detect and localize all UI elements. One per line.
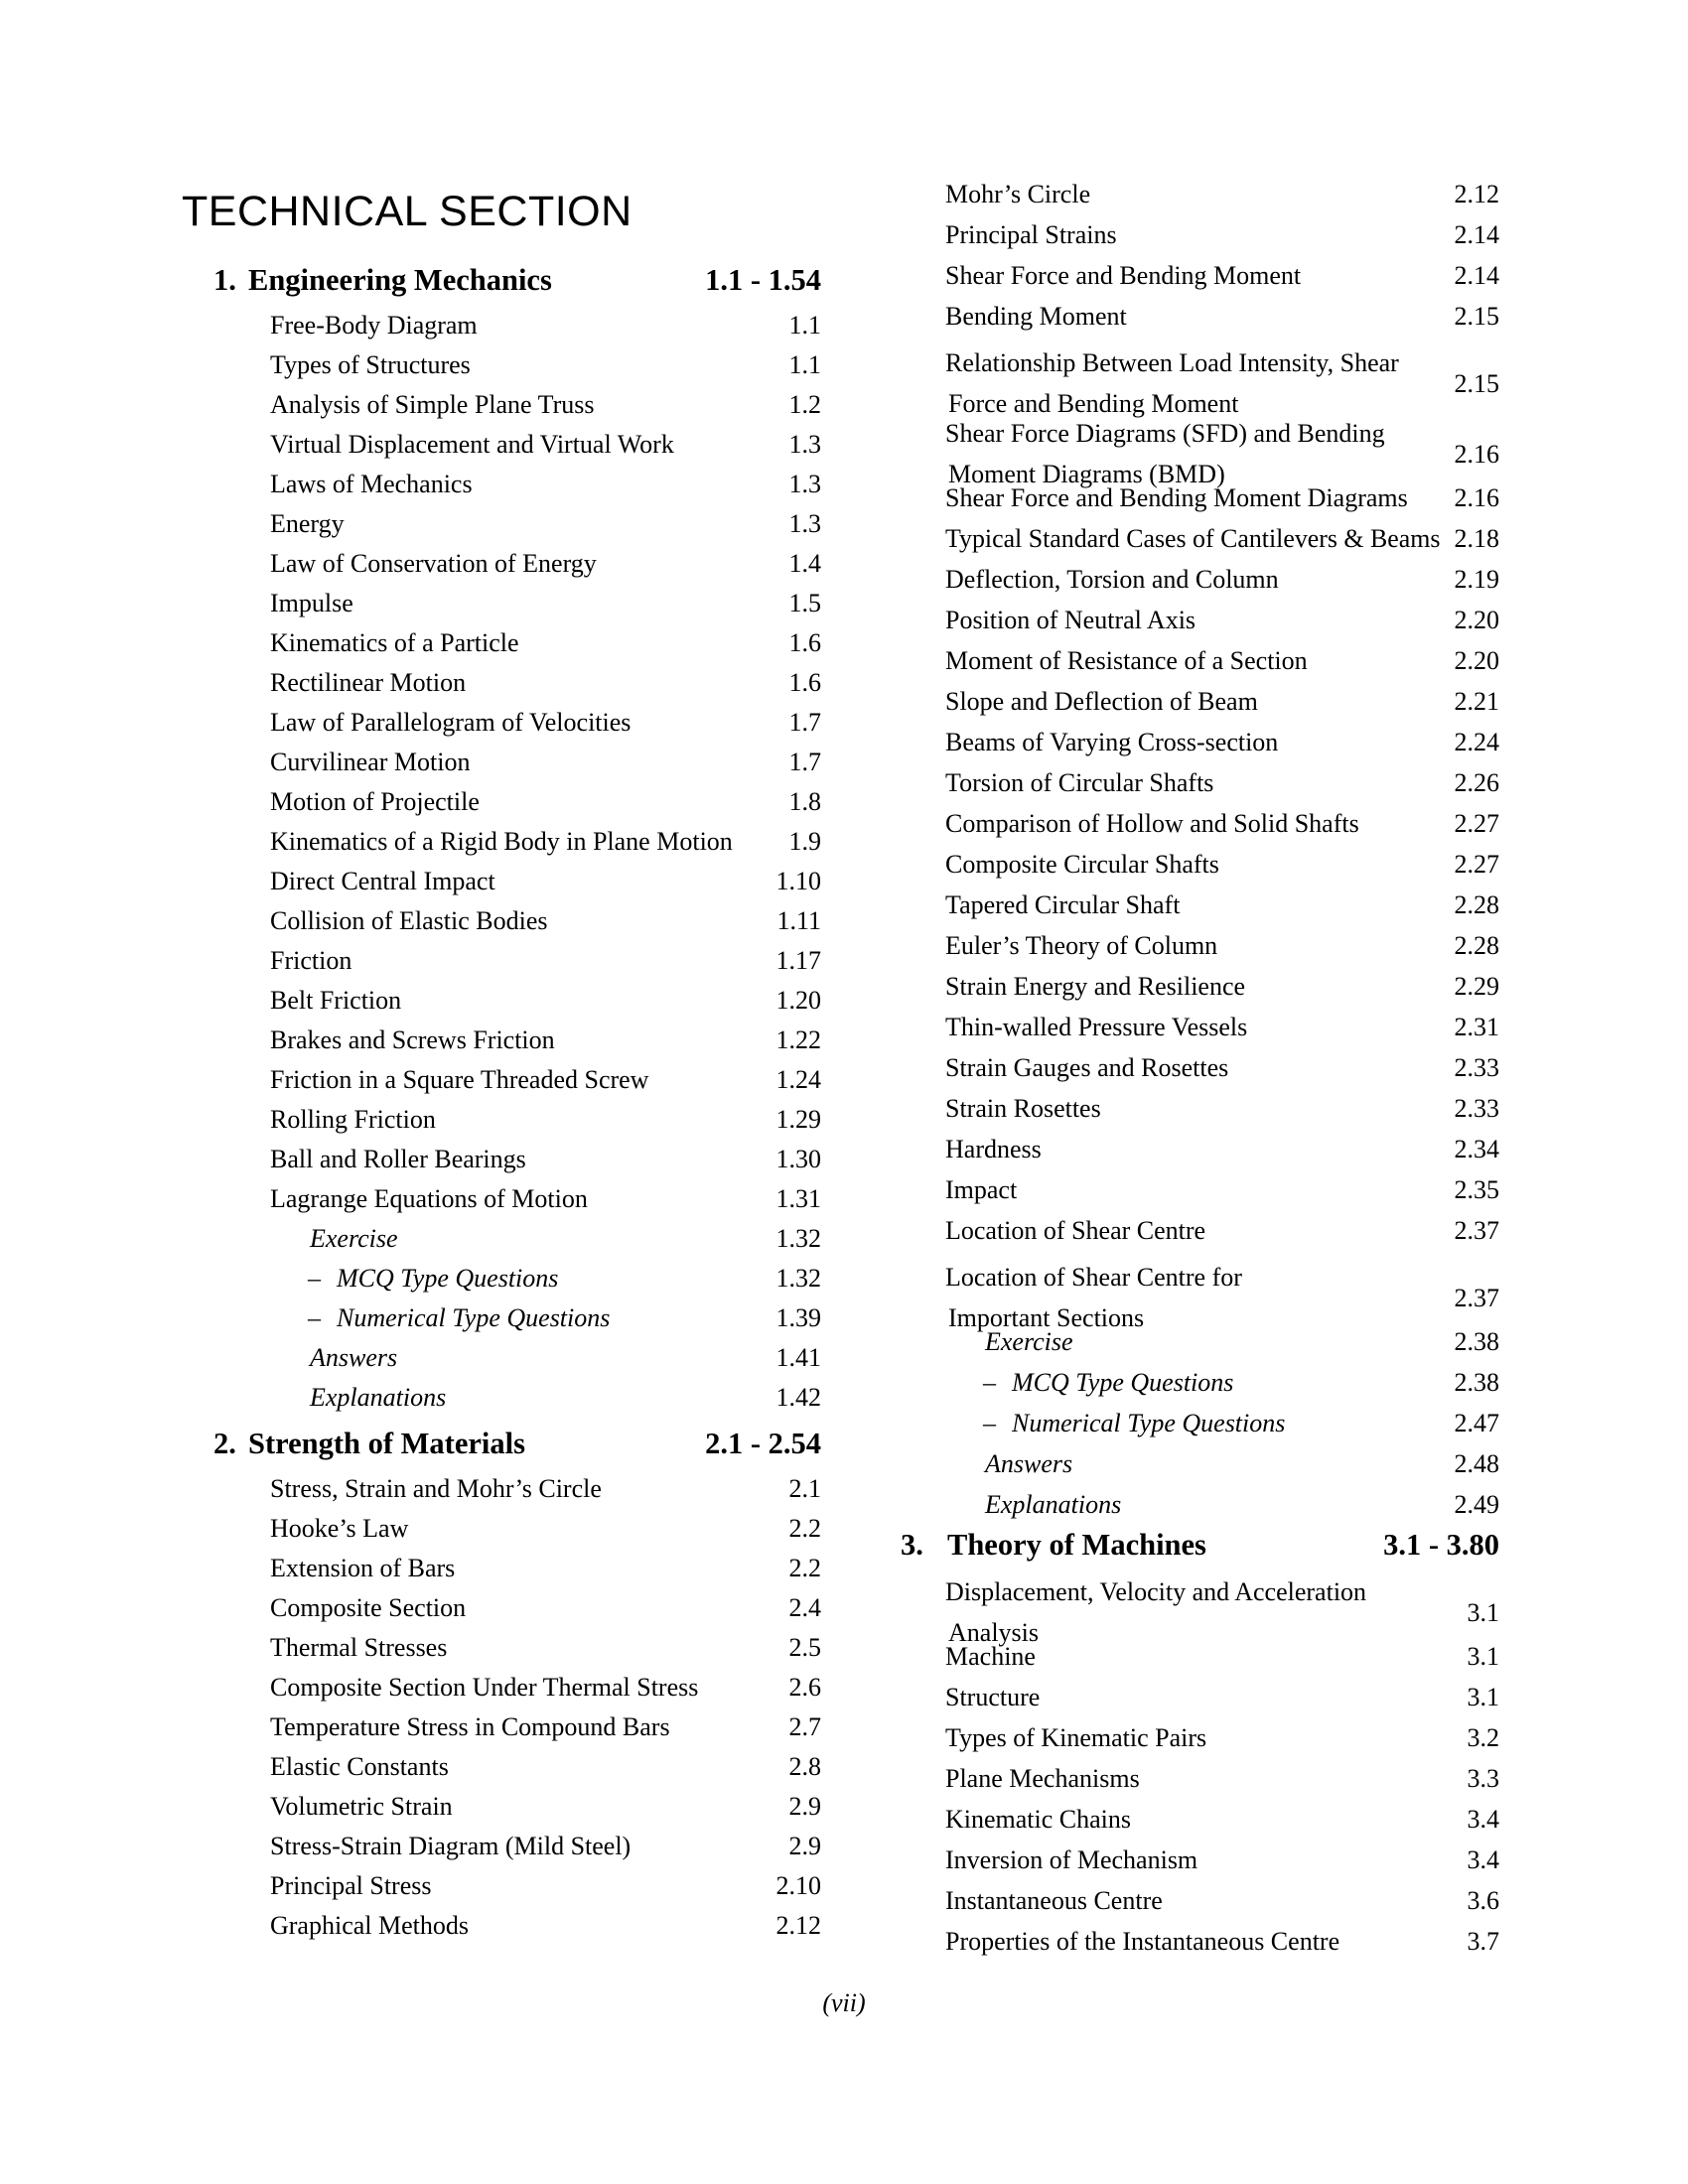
entry-title: Instantaneous Centre bbox=[945, 1886, 1163, 1915]
toc-entry bbox=[270, 941, 821, 981]
toc-entry bbox=[945, 803, 1499, 844]
entry-title-line1: Displacement, Velocity and Acceleration bbox=[945, 1577, 1367, 1606]
entry-title: Energy bbox=[270, 509, 345, 538]
entry-title: Explanations bbox=[310, 1383, 447, 1412]
toc-entry bbox=[270, 504, 821, 544]
toc-entry bbox=[945, 762, 1499, 803]
toc-entry bbox=[945, 1403, 1499, 1443]
entry-title: Torsion of Circular Shafts bbox=[945, 768, 1214, 797]
entry-page-number: 2.12 bbox=[775, 1911, 821, 1940]
entry-title: Collision of Elastic Bodies bbox=[270, 906, 548, 935]
entry-page-number: 2.14 bbox=[1454, 261, 1499, 290]
entry-page-number: 2.14 bbox=[1454, 220, 1499, 249]
entry-page-number: 3.2 bbox=[1467, 1723, 1499, 1752]
entry-title: Elastic Constants bbox=[270, 1752, 449, 1781]
entry-title: MCQ Type Questions bbox=[1012, 1368, 1234, 1397]
entry-page-number: 1.3 bbox=[788, 509, 821, 538]
entry-title-line2: Analysis bbox=[948, 1618, 1039, 1647]
entry-title: MCQ Type Questions bbox=[337, 1264, 559, 1293]
entry-title: Types of Kinematic Pairs bbox=[945, 1723, 1207, 1752]
entry-page-number: 3.6 bbox=[1467, 1886, 1499, 1915]
entry-page-number: 2.9 bbox=[788, 1792, 821, 1821]
toc-entry bbox=[945, 1443, 1499, 1484]
toc-entry bbox=[945, 296, 1499, 337]
entry-page-number: 2.18 bbox=[1454, 524, 1499, 553]
toc-entry bbox=[270, 743, 821, 782]
entry-page-number: 2.38 bbox=[1454, 1327, 1499, 1356]
toc-entry bbox=[270, 1469, 821, 1509]
toc-entry bbox=[270, 1866, 821, 1906]
entry-page-number: 2.27 bbox=[1454, 809, 1499, 838]
dash-marker: – bbox=[308, 1264, 321, 1293]
entry-page-number: 1.3 bbox=[788, 430, 821, 459]
entry-page-number: 2.38 bbox=[1454, 1368, 1499, 1397]
toc-entry bbox=[270, 1100, 821, 1140]
entry-page-number: 2.29 bbox=[1454, 972, 1499, 1001]
entry-title: Comparison of Hollow and Solid Shafts bbox=[945, 809, 1359, 838]
toc-column-right bbox=[901, 174, 1499, 1962]
entry-page-number: 2.27 bbox=[1454, 850, 1499, 879]
entry-title: Motion of Projectile bbox=[270, 787, 480, 816]
toc-entry bbox=[945, 214, 1499, 255]
entry-page-number: 3.7 bbox=[1467, 1927, 1499, 1956]
toc-entry bbox=[945, 966, 1499, 1007]
entry-page-number: 2.5 bbox=[788, 1633, 821, 1662]
entry-title-line1: Relationship Between Load Intensity, Shear bbox=[945, 348, 1399, 377]
toc-entry bbox=[945, 1210, 1499, 1251]
entry-page-number: 2.34 bbox=[1454, 1135, 1499, 1163]
toc-entry bbox=[945, 1007, 1499, 1047]
toc-entry bbox=[945, 1921, 1499, 1962]
toc-entry bbox=[270, 306, 821, 345]
toc-entry bbox=[270, 425, 821, 465]
entry-title: Law of Parallelogram of Velocities bbox=[270, 708, 632, 737]
entry-title: Friction bbox=[270, 946, 352, 975]
entry-title: Principal Stress bbox=[270, 1871, 432, 1900]
entry-page-number: 3.4 bbox=[1467, 1805, 1499, 1834]
entry-title: Volumetric Strain bbox=[270, 1792, 453, 1821]
toc-entry bbox=[945, 1636, 1499, 1677]
entry-title: Answers bbox=[985, 1449, 1073, 1478]
entry-page-number: 1.39 bbox=[775, 1303, 821, 1332]
entry-page-number: 3.1 bbox=[1467, 1642, 1499, 1671]
entry-title: Explanations bbox=[985, 1490, 1122, 1519]
entry-title: Direct Central Impact bbox=[270, 867, 495, 895]
section-title: Theory of Machines bbox=[947, 1528, 1206, 1562]
entry-page-number: 2.12 bbox=[1454, 180, 1499, 208]
toc-entry bbox=[270, 1378, 821, 1418]
toc-entry bbox=[945, 1677, 1499, 1717]
entry-page-number: 2.28 bbox=[1454, 931, 1499, 960]
entry-title: Strain Rosettes bbox=[945, 1094, 1101, 1123]
toc-entry bbox=[270, 465, 821, 504]
entry-title: Curvilinear Motion bbox=[270, 748, 471, 776]
entry-title: Composite Section Under Thermal Stress bbox=[270, 1673, 699, 1702]
entry-title: Composite Circular Shafts bbox=[945, 850, 1219, 879]
entry-page-number: 3.3 bbox=[1467, 1764, 1499, 1793]
page-footer: (vii) bbox=[822, 1988, 866, 2017]
entry-title: Typical Standard Cases of Cantilevers & Beams bbox=[945, 524, 1441, 553]
entry-title: Tapered Circular Shaft bbox=[945, 890, 1181, 919]
entry-title: Bending Moment bbox=[945, 302, 1127, 331]
entry-title: Rolling Friction bbox=[270, 1105, 436, 1134]
entry-title: Mohr’s Circle bbox=[945, 180, 1091, 208]
entry-title: Virtual Displacement and Virtual Work bbox=[270, 430, 674, 459]
entry-title: Thermal Stresses bbox=[270, 1633, 448, 1662]
entry-page-number: 2.28 bbox=[1454, 890, 1499, 919]
toc-entry bbox=[270, 1747, 821, 1787]
entry-title: Properties of the Instantaneous Centre bbox=[945, 1927, 1340, 1956]
toc-entry bbox=[945, 722, 1499, 762]
entry-title: Kinematic Chains bbox=[945, 1805, 1132, 1834]
entry-page-number: 2.37 bbox=[1454, 1284, 1499, 1312]
toc-entry bbox=[270, 1021, 821, 1060]
entry-title: Extension of Bars bbox=[270, 1554, 456, 1582]
section-page-range: 3.1 - 3.80 bbox=[1383, 1528, 1499, 1562]
toc-entry bbox=[945, 844, 1499, 885]
toc-entry bbox=[270, 1338, 821, 1378]
entry-page-number: 1.11 bbox=[776, 906, 821, 935]
entry-page-number: 2.24 bbox=[1454, 728, 1499, 756]
toc-entry bbox=[270, 703, 821, 743]
entry-page-number: 3.4 bbox=[1467, 1845, 1499, 1874]
entry-page-number: 2.16 bbox=[1454, 483, 1499, 512]
entry-title: Lagrange Equations of Motion bbox=[270, 1184, 588, 1213]
entry-title: Laws of Mechanics bbox=[270, 470, 473, 498]
entry-title: Location of Shear Centre bbox=[945, 1216, 1206, 1245]
entry-title: Plane Mechanisms bbox=[945, 1764, 1140, 1793]
entry-page-number: 2.2 bbox=[788, 1514, 821, 1543]
entry-title: Position of Neutral Axis bbox=[945, 606, 1196, 634]
entry-page-number: 1.42 bbox=[775, 1383, 821, 1412]
toc-entry bbox=[945, 1566, 1499, 1647]
toc-entry bbox=[945, 1717, 1499, 1758]
entry-title: Belt Friction bbox=[270, 986, 402, 1015]
entry-title: Ball and Roller Bearings bbox=[270, 1145, 526, 1173]
entry-page-number: 1.31 bbox=[775, 1184, 821, 1213]
entry-page-number: 2.35 bbox=[1454, 1175, 1499, 1204]
entry-page-number: 1.32 bbox=[775, 1264, 821, 1293]
toc-entry bbox=[270, 584, 821, 623]
toc-entry bbox=[945, 1251, 1499, 1332]
entry-page-number: 1.24 bbox=[775, 1065, 821, 1094]
dash-marker: – bbox=[983, 1368, 996, 1397]
entry-page-number: 1.32 bbox=[775, 1224, 821, 1253]
entry-page-number: 2.33 bbox=[1454, 1053, 1499, 1082]
entry-page-number: 1.29 bbox=[775, 1105, 821, 1134]
entry-title: Slope and Deflection of Beam bbox=[945, 687, 1258, 716]
toc-entry bbox=[270, 1707, 821, 1747]
entry-page-number: 2.21 bbox=[1454, 687, 1499, 716]
toc-entry bbox=[270, 1906, 821, 1946]
entry-page-number: 2.48 bbox=[1454, 1449, 1499, 1478]
entry-page-number: 3.1 bbox=[1467, 1598, 1499, 1627]
toc-entry bbox=[270, 1140, 821, 1179]
entry-title: Numerical Type Questions bbox=[1012, 1409, 1286, 1437]
entry-page-number: 2.26 bbox=[1454, 768, 1499, 797]
entry-page-number: 2.20 bbox=[1454, 606, 1499, 634]
entry-title-line2: Force and Bending Moment bbox=[948, 389, 1239, 418]
toc-entry bbox=[270, 345, 821, 385]
toc-entry bbox=[945, 1362, 1499, 1403]
toc-entry bbox=[945, 1047, 1499, 1088]
toc-entry bbox=[945, 1880, 1499, 1921]
entry-title: Structure bbox=[945, 1683, 1041, 1711]
entry-title: Brakes and Screws Friction bbox=[270, 1025, 555, 1054]
section-title: Strength of Materials bbox=[248, 1427, 525, 1460]
entry-page-number: 2.47 bbox=[1454, 1409, 1499, 1437]
entry-title: Moment of Resistance of a Section bbox=[945, 646, 1308, 675]
toc-entry bbox=[945, 1758, 1499, 1799]
toc-entry bbox=[945, 1840, 1499, 1880]
toc-entry bbox=[945, 1169, 1499, 1210]
entry-title: Impact bbox=[945, 1175, 1018, 1204]
toc-entry bbox=[270, 1259, 821, 1298]
section-page-range: 2.1 - 2.54 bbox=[705, 1427, 821, 1460]
entry-title: Inversion of Mechanism bbox=[945, 1845, 1198, 1874]
entry-title: Thin-walled Pressure Vessels bbox=[945, 1013, 1248, 1041]
toc-entry bbox=[270, 385, 821, 425]
toc-entry bbox=[270, 1060, 821, 1100]
entry-page-number: 1.20 bbox=[775, 986, 821, 1015]
entry-title: Principal Strains bbox=[945, 220, 1117, 249]
entry-title: Law of Conservation of Energy bbox=[270, 549, 597, 578]
toc-entry bbox=[945, 1321, 1499, 1362]
entry-page-number: 1.7 bbox=[788, 708, 821, 737]
dash-marker: – bbox=[983, 1409, 996, 1437]
entry-page-number: 2.49 bbox=[1454, 1490, 1499, 1519]
entry-title: Rectilinear Motion bbox=[270, 668, 467, 697]
toc-entry bbox=[945, 174, 1499, 214]
toc-entry bbox=[270, 1549, 821, 1588]
toc-entry bbox=[945, 600, 1499, 640]
entry-page-number: 2.16 bbox=[1454, 440, 1499, 469]
toc-entry bbox=[945, 885, 1499, 925]
toc-section-heading bbox=[901, 1525, 1499, 1566]
toc-entry bbox=[945, 925, 1499, 966]
toc-entry bbox=[945, 640, 1499, 681]
dash-marker: – bbox=[308, 1303, 321, 1332]
entry-page-number: 2.8 bbox=[788, 1752, 821, 1781]
entry-title: Stress-Strain Diagram (Mild Steel) bbox=[270, 1832, 632, 1860]
toc-entry bbox=[270, 663, 821, 703]
toc-entry bbox=[945, 478, 1499, 518]
toc-entry bbox=[270, 1628, 821, 1668]
entry-title-line1: Shear Force Diagrams (SFD) and Bending bbox=[945, 419, 1385, 448]
entry-title: Exercise bbox=[985, 1327, 1073, 1356]
toc-entry bbox=[270, 544, 821, 584]
entry-page-number: 1.41 bbox=[775, 1343, 821, 1372]
entry-page-number: 1.30 bbox=[775, 1145, 821, 1173]
entry-page-number: 2.2 bbox=[788, 1554, 821, 1582]
toc-entry bbox=[945, 1484, 1499, 1525]
entry-page-number: 1.8 bbox=[788, 787, 821, 816]
entry-page-number: 1.1 bbox=[788, 350, 821, 379]
entry-page-number: 1.17 bbox=[775, 946, 821, 975]
entry-page-number: 2.6 bbox=[788, 1673, 821, 1702]
toc-entry bbox=[945, 681, 1499, 722]
entry-title: Answers bbox=[310, 1343, 398, 1372]
entry-page-number: 2.20 bbox=[1454, 646, 1499, 675]
entry-title: Graphical Methods bbox=[270, 1911, 470, 1940]
entry-title: Numerical Type Questions bbox=[337, 1303, 611, 1332]
entry-page-number: 1.10 bbox=[775, 867, 821, 895]
entry-page-number: 2.15 bbox=[1454, 302, 1499, 331]
toc-entry bbox=[270, 1298, 821, 1338]
entry-title-line1: Location of Shear Centre for bbox=[945, 1263, 1242, 1292]
toc-entry bbox=[270, 1179, 821, 1219]
toc-entry bbox=[945, 1799, 1499, 1840]
toc-entry bbox=[270, 1588, 821, 1628]
entry-page-number: 2.33 bbox=[1454, 1094, 1499, 1123]
entry-page-number: 1.3 bbox=[788, 470, 821, 498]
section-number: 3. bbox=[901, 1528, 923, 1562]
section-page-range: 1.1 - 1.54 bbox=[705, 263, 821, 297]
entry-title: Impulse bbox=[270, 589, 353, 617]
entry-page-number: 1.9 bbox=[788, 827, 821, 856]
entry-title-line2: Important Sections bbox=[948, 1303, 1145, 1332]
entry-page-number: 1.22 bbox=[775, 1025, 821, 1054]
entry-page-number: 2.9 bbox=[788, 1832, 821, 1860]
page-title: TECHNICAL SECTION bbox=[182, 188, 633, 235]
entry-title: Kinematics of a Rigid Body in Plane Motion bbox=[270, 827, 733, 856]
entry-title: Shear Force and Bending Moment Diagrams bbox=[945, 483, 1408, 512]
entry-title: Euler’s Theory of Column bbox=[945, 931, 1218, 960]
toc-entry bbox=[270, 981, 821, 1021]
entry-page-number: 1.4 bbox=[788, 549, 821, 578]
entry-title: Exercise bbox=[310, 1224, 398, 1253]
toc-entry bbox=[270, 1787, 821, 1827]
entry-title: Types of Structures bbox=[270, 350, 471, 379]
entry-title: Composite Section bbox=[270, 1593, 467, 1622]
entry-page-number: 1.6 bbox=[788, 668, 821, 697]
entry-page-number: 1.1 bbox=[788, 311, 821, 340]
entry-page-number: 2.19 bbox=[1454, 565, 1499, 594]
entry-title: Analysis of Simple Plane Truss bbox=[270, 390, 595, 419]
toc-column-left bbox=[213, 254, 821, 1946]
entry-title: Hooke’s Law bbox=[270, 1514, 409, 1543]
toc-entry bbox=[270, 782, 821, 822]
toc-entry bbox=[270, 1509, 821, 1549]
toc-entry bbox=[945, 337, 1499, 418]
entry-page-number: 1.2 bbox=[788, 390, 821, 419]
toc-entry bbox=[945, 1129, 1499, 1169]
toc-section-heading bbox=[213, 1418, 821, 1469]
entry-title: Deflection, Torsion and Column bbox=[945, 565, 1279, 594]
entry-title: Free-Body Diagram bbox=[270, 311, 478, 340]
entry-title: Kinematics of a Particle bbox=[270, 628, 519, 657]
entry-page-number: 2.15 bbox=[1454, 369, 1499, 398]
toc-entry bbox=[270, 862, 821, 901]
section-number: 2. bbox=[213, 1427, 236, 1460]
entry-page-number: 3.1 bbox=[1467, 1683, 1499, 1711]
entry-page-number: 2.31 bbox=[1454, 1013, 1499, 1041]
entry-title: Beams of Varying Cross-section bbox=[945, 728, 1279, 756]
entry-title: Friction in a Square Threaded Screw bbox=[270, 1065, 649, 1094]
entry-title: Strain Gauges and Rosettes bbox=[945, 1053, 1229, 1082]
toc-section-heading bbox=[213, 254, 821, 306]
entry-page-number: 2.4 bbox=[788, 1593, 821, 1622]
section-title: Engineering Mechanics bbox=[248, 263, 552, 297]
entry-title: Stress, Strain and Mohr’s Circle bbox=[270, 1474, 602, 1503]
toc-entry bbox=[270, 1668, 821, 1707]
toc-entry bbox=[945, 255, 1499, 296]
entry-page-number: 2.37 bbox=[1454, 1216, 1499, 1245]
toc-entry bbox=[945, 407, 1499, 488]
toc-entry bbox=[270, 822, 821, 862]
entry-title-line2: Moment Diagrams (BMD) bbox=[948, 460, 1225, 488]
entry-page-number: 2.10 bbox=[775, 1871, 821, 1900]
entry-page-number: 2.1 bbox=[788, 1474, 821, 1503]
entry-page-number: 1.7 bbox=[788, 748, 821, 776]
toc-entry bbox=[945, 518, 1499, 559]
toc-entry bbox=[270, 1219, 821, 1259]
toc-entry bbox=[270, 623, 821, 663]
toc-entry bbox=[270, 1827, 821, 1866]
section-number: 1. bbox=[213, 263, 236, 297]
entry-page-number: 2.7 bbox=[788, 1712, 821, 1741]
entry-page-number: 1.5 bbox=[788, 589, 821, 617]
entry-title: Hardness bbox=[945, 1135, 1042, 1163]
toc-entry bbox=[270, 901, 821, 941]
entry-title: Machine bbox=[945, 1642, 1036, 1671]
toc-entry bbox=[945, 559, 1499, 600]
toc-entry bbox=[945, 1088, 1499, 1129]
entry-page-number: 1.6 bbox=[788, 628, 821, 657]
entry-title: Strain Energy and Resilience bbox=[945, 972, 1246, 1001]
entry-title: Shear Force and Bending Moment bbox=[945, 261, 1302, 290]
entry-title: Temperature Stress in Compound Bars bbox=[270, 1712, 670, 1741]
